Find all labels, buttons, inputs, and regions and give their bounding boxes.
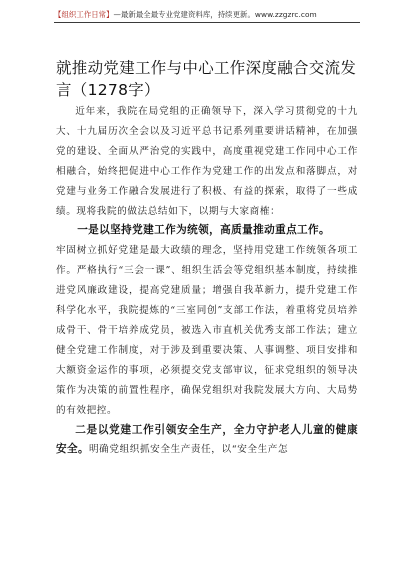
section-2-heading: 二是以党建工作引领安全生产，全力守护老人儿童的健康安全。 bbox=[56, 423, 358, 456]
section-1-heading: 一是以坚持党建工作为统领，高质量推动重点工作。 bbox=[77, 224, 331, 237]
section-1-paragraph: 牢固树立抓好党建是最大政绩的理念，坚持用党建工作统领各项工作。严格执行“三会一课”、组织生活会等党组织基本制度，持续推进党风廉政建设，提高党建质量；增强自我革新力，提升党建工作科学化水平，我院提炼的“三室同创”支部工作法，着重将党员培养成骨干、骨干培养成党员，被选入市直机关优秀支部工作法；建立健全党建工作制度，对于涉及到重要决策、人事调整、项目安排和大额资金运作的事项，必须提交党支部审议，征求党组织的领导决策作为决策的前置性程序，确保党组织对我院发展大方向、大局势的有效把控。 bbox=[56, 245, 358, 416]
document-title: 就推动党建工作与中心工作深度融合交流发言（1278字） bbox=[56, 59, 357, 99]
header-text: —最新最全最专业党建资料库，持续更新。www.zzgzrc.com bbox=[113, 10, 317, 19]
intro-paragraph: 近年来，我院在局党组的正确领导下，深入学习贯彻党的十九大、十九届历次全会以及习近平总书记系列重要讲话精神，在加强党的建设、全面从严治党的实践中，高度重视党建工作同中心工作相融合，始终把促进中心工作作为党建工作的出发点和落脚点，对党建与业务工作融合发展进行了积极、有益的探索，取得了一些成绩。现将我院的做法总结如下，以期与大家商榷： bbox=[56, 106, 358, 217]
section-2-text: 明确党组织抓安全生产责任，以“安全生产怎 bbox=[88, 444, 289, 456]
document-body bbox=[56, 102, 358, 460]
section-2-paragraph bbox=[56, 421, 358, 461]
header-brand: 【组织工作日常】 bbox=[54, 10, 114, 19]
header-divider bbox=[54, 22, 360, 23]
page-header bbox=[54, 9, 360, 20]
